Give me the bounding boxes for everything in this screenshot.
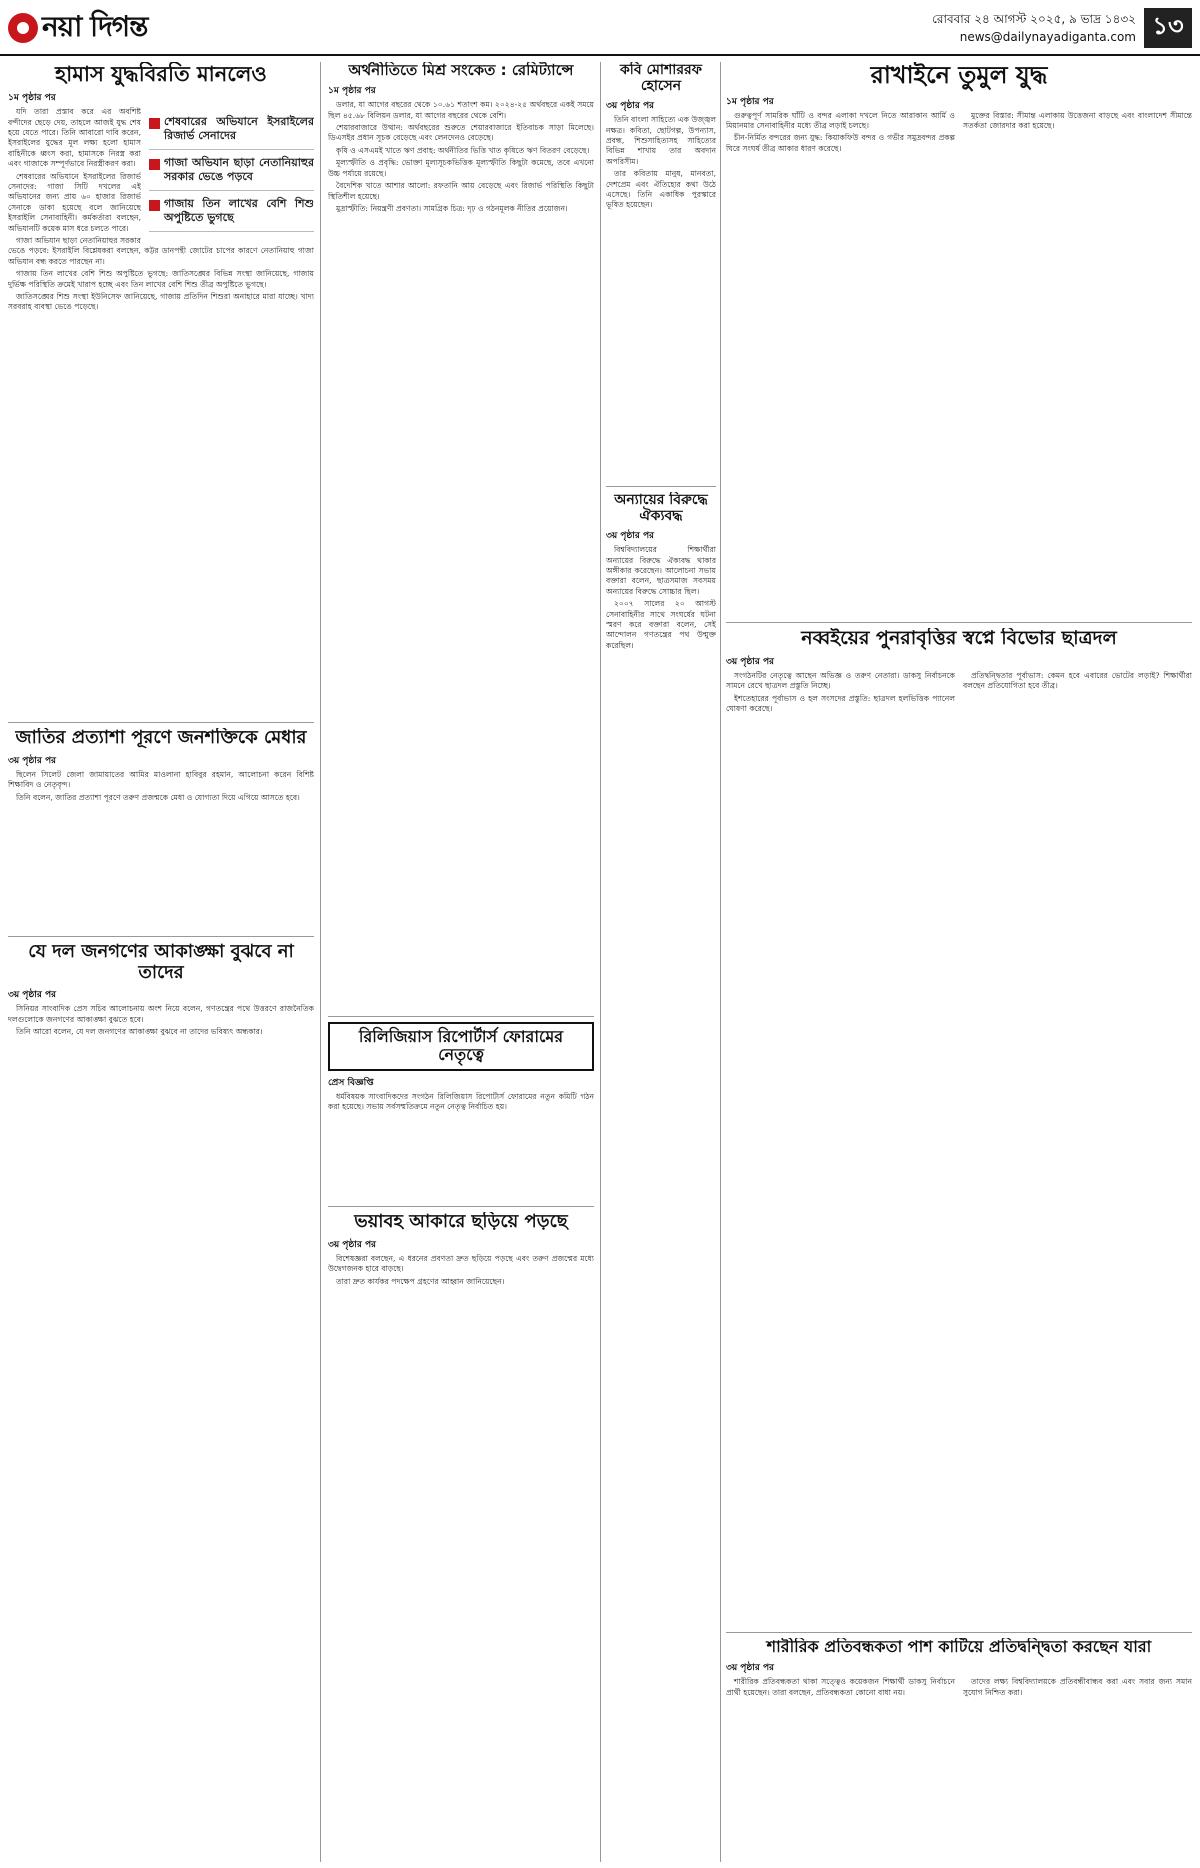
headline: শারীরিক প্রতিবন্ধকতা পাশ কাটিয়ে প্রতিদ্বন্দ্বিতা করছেন যারা xyxy=(766,1638,1152,1656)
column-rule xyxy=(720,62,721,1862)
kicker: ৩য় পৃষ্ঠার পর xyxy=(606,101,655,112)
column-rule xyxy=(320,62,321,1862)
story-hamas xyxy=(8,62,314,718)
website: news@dailynayadiganta.com xyxy=(959,30,1136,44)
story-body: বিশেষজ্ঞরা বলছেন, এ ধরনের প্রবণতা দ্রুত ছড়িয়ে পড়ছে এবং তরুণ প্রজন্মের মধ্যে উদ্বেগজনক হারে বাড়ছে। তারা দ্রুত কার্যকর পদক্ষেপ গ্রহণের আহ্বান জানিয়েছেন। xyxy=(328,1253,594,1286)
column-rule xyxy=(600,62,601,1862)
square-bullet-icon xyxy=(149,200,160,211)
section-rule xyxy=(606,486,716,487)
story-religious-reporters xyxy=(328,1022,594,1202)
headline: অন্যায়ের বিরুদ্ধে ঐক্যবদ্ধ xyxy=(614,492,708,525)
story-body: বিশ্ববিদ্যালয়ের শিক্ষার্থীরা অন্যায়ের বিরুদ্ধে ঐক্যবদ্ধ থাকার অঙ্গীকার করেছেন। আলোচনা সভায় বক্তারা বলেন, ছাত্রসমাজ সবসময় অন্যায়ের বিরুদ্ধে সোচ্চার ছিল। ২০০৭ সালের ২০ আগস্ট সেনাবাহিনীর সাথে সংঘর্ষের ঘটনা স্মরণ করে বক্তারা বলেন, সেই আন্দোলন গণতন্ত্রের পথ উন্মুক্ত করেছিল। xyxy=(606,545,716,650)
kicker: ৩য় পৃষ্ঠার পর xyxy=(8,755,57,766)
story-injustice xyxy=(606,492,716,1860)
section-rule xyxy=(328,1016,594,1017)
kicker: ৩য় পৃষ্ঠার পর xyxy=(606,531,655,542)
headline: জাতির প্রত্যাশা পূরণে জনশক্তিকে মেধার xyxy=(15,728,307,748)
kicker: ১ম পৃষ্ঠার পর xyxy=(726,96,774,107)
square-bullet-icon xyxy=(149,159,160,170)
headline: ভয়াবহ আকারে ছড়িয়ে পড়ছে xyxy=(354,1212,568,1232)
story-body: ধর্মবিষয়ক সাংবাদিকদের সংগঠন রিলিজিয়াস রিপোর্টার্স ফোরামের নতুন কমিটি গঠন করা হয়েছে। সভায় সর্বসম্মতিক্রমে নতুন নেতৃত্ব নির্বাচিত হয়। xyxy=(328,1091,594,1112)
story-body: শেষবারের অভিযানে ইসরাইলের রিজার্ভ সেনাদের গাজা অভিযান ছাড়া নেতানিয়াহুর সরকার ভেঙে পড়বে গাজায় তিন লাখের বেশি শিশু অপুষ্টিতে ভুগছে যদি তারা প্রস্তাব করে এর অবশিষ্ট বন্দীদের ছেড়ে দেয়, তাহলে আজই যুদ্ধ শেষ হয়ে যেতে পারে। তিনি আবারো দাবি করেন, ইসরাইলের যুদ্ধের মূল লক্ষ্য হলো হামাস বাহিনীকে ধ্বংস করা, হামাসকে নিরস্ত্র করা এবং গাজাকে সম্পূর্ণভাবে নিরস্ত্রীকরণ করা। শেষবারের অভিযানে ইসরাইলের রিজার্ভ সেনাদের: গাজা সিটি দখলের এই অভিযানের জন্য প্রায় ৬০ হাজার রিজার্ভ সেনাকে ডাকা হয়েছে বলে জানিয়েছে ইসরাইলি সেনাবাহিনী। কর্মকর্তারা বলছেন, অভিযানটি কয়েক মাস ধরে চলতে পারে। গাজা অভিযান ছাড়া নেতানিয়াহুর সরকার ভেঙে পড়বে: ইসরাইলি বিশ্লেষকরা বলছেন, কট্টর ডানপন্থী জোটের চাপের কারণে নেতানিয়াহু গাজা অভিযান বন্ধ করতে পারছেন না। গাজায় তিন লাখের বেশি শিশু অপুষ্টিতে ভুগছে: জাতিসঙ্ঘের বিভিন্ন সংস্থা জানিয়েছে, গাজায় দুর্ভিক্ষ পরিস্থিতি ক্রমেই খারাপ হচ্ছে এবং তিন লাখের বেশি শিশু তীব্র অপুষ্টিতে ভুগছে। জাতিসঙ্ঘের শিশু সংস্থা ইউনিসেফ জানিয়েছে, গাজায় প্রতিদিন শিশুরা অনাহারে মারা যাচ্ছে। খাদ্য সরবরাহ ব্যবস্থা ভেঙে পড়েছে। xyxy=(8,107,314,312)
masthead xyxy=(0,0,1200,56)
logo-text: নয়া দিগন্ত xyxy=(42,9,148,43)
headline: অর্থনীতিতে মিশ্র সংকেত : রেমিট্যান্সে xyxy=(348,62,574,79)
kicker: ১ম পৃষ্ঠার পর xyxy=(328,86,376,97)
story-body: সিনিয়র সাংবাদিক প্রেস সচিব আলোচনায় অংশ নিয়ে বলেন, গণতন্ত্রের পথে উত্তরণে রাজনৈতিক দলগুলোকে জনগণের আকাঙ্ক্ষা বুঝতে হবে। তিনি আরো বলেন, যে দল জনগণের আকাঙ্ক্ষা বুঝবে না তাদের ভবিষ্যৎ অন্ধকার। xyxy=(8,1004,314,1037)
date-line: রোববার ২৪ আগস্ট ২০২৫, ৯ ভাদ্র ১৪৩২ xyxy=(932,12,1136,26)
kicker: ৩য় পৃষ্ঠার পর xyxy=(726,1663,775,1674)
headline: কবি মোশাররফ হোসেন xyxy=(620,62,702,95)
date-block xyxy=(932,10,1136,46)
story-chhatra-dal xyxy=(726,628,1192,1628)
section-rule xyxy=(726,1632,1192,1633)
section-rule xyxy=(8,936,314,937)
logo-mark-icon xyxy=(8,13,38,43)
story-economy xyxy=(328,62,594,1012)
headline: রাখাইনে তুমুল যুদ্ধ xyxy=(870,62,1048,89)
kicker: ১ম পৃষ্ঠার পর xyxy=(8,93,56,104)
highlight-item: গাজা অভিযান ছাড়া নেতানিয়াহুর সরকার ভেঙে পড়বে xyxy=(149,150,314,191)
headline: হামাস যুদ্ধবিরতি মানলেও xyxy=(55,62,267,86)
story-disability xyxy=(726,1638,1192,1860)
kicker: ৩য় পৃষ্ঠার পর xyxy=(328,1239,377,1250)
page-number: ১৩ xyxy=(1144,8,1192,48)
headline: নব্বইয়ের পুনরাবৃত্তির স্বপ্নে বিভোর ছাত্রদল xyxy=(801,628,1117,649)
headline: যে দল জনগণের আকাঙ্ক্ষা বুঝবে না তাদের xyxy=(28,942,294,983)
story-nation-expectations xyxy=(8,728,314,932)
section-rule xyxy=(726,622,1192,623)
section-rule xyxy=(8,722,314,723)
story-body: সংগঠনটির নেতৃত্বে আছেন অভিজ্ঞ ও তরুণ নেতারা। ডাকসু নির্বাচনকে সামনে রেখে ছাত্রদল প্রস্তুতি নিচ্ছে। ইশতেহারের পূর্বাভাস ও হল সংসদের প্রস্তুতি: ছাত্রদল হলভিত্তিক প্যানেল ঘোষণা করেছে। প্রতিদ্বন্দ্বিতার পূর্বাভাস: কেমন হবে এবারের ভোটের লড়াই? শিক্ষার্থীরা বলছেন প্রতিযোগিতা হবে তীব্র। xyxy=(726,670,1192,714)
kicker: প্রেস বিজ্ঞপ্তি xyxy=(328,1077,374,1088)
story-poet xyxy=(606,62,716,482)
newspaper-logo xyxy=(8,6,147,50)
highlights xyxy=(149,109,314,232)
story-body: ডলার, যা আগের বছরের থেকে ১০.৬১ শতাংশ কম। ২০২৪-২৫ অর্থবছরে একই সময়ে ছিল ৪৫.৬৮ বিলিয়ন ডলার, যা আগের বছরের থেকে বেশি। শেয়ারবাজারে উত্থান: অর্থবছরের শুরুতে শেয়ারবাজারে ইতিবাচক সাড়া মিলেছে। ডিএসইর প্রধান সূচক বেড়েছে এবং লেনদেনও বেড়েছে। কৃষি ও এসএমই খাতে ঋণ প্রবাহ: অর্থনীতির ভিত্তি খাত কৃষিতে ঋণ বিতরণ বেড়েছে। মূল্যস্ফীতি ও প্রবৃদ্ধি: ভোক্তা মূল্যসূচকভিত্তিক মূল্যস্ফীতি কিছুটা কমেছে, তবে এখনো উচ্চ পর্যায়ে রয়েছে। বৈদেশিক খাতে আশার আলো: রফতানি আয় বেড়েছে এবং রিজার্ভ পরিস্থিতি কিছুটা স্থিতিশীল হয়েছে। মুদ্রাস্ফীতি: নিয়ন্ত্রণী প্রবণতা। সামগ্রিক চিত্র: দৃঢ় ও গঠনমূলক নীতির প্রয়োজন। xyxy=(328,100,594,213)
story-body: শারীরিক প্রতিবন্ধকতা থাকা সত্ত্বেও কয়েকজন শিক্ষার্থী ডাকসু নির্বাচনে প্রার্থী হয়েছেন। তারা বলছেন, প্রতিবন্ধকতা কোনো বাধা নয়। তাদের লক্ষ্য বিশ্ববিদ্যালয়কে প্রতিবন্ধীবান্ধব করা এবং সবার জন্য সমান সুযোগ নিশ্চিত করা। xyxy=(726,1677,1192,1697)
square-bullet-icon xyxy=(149,118,160,129)
story-spreading xyxy=(328,1212,594,1860)
kicker: ৩য় পৃষ্ঠার পর xyxy=(726,656,775,667)
story-body: তিনি বাংলা সাহিত্যে এক উজ্জ্বল নক্ষত্র। কবিতা, ছোটগল্প, উপন্যাস, প্রবন্ধ, শিশুসাহিত্যসহ সাহিত্যের বিভিন্ন শাখায় তার অবদান অপরিসীম। তার কবিতায় মানুষ, মানবতা, দেশপ্রেম এবং ঐতিহ্যের কথা উঠে এসেছে। তিনি একাধিক পুরস্কারে ভূষিত হয়েছেন। xyxy=(606,115,716,210)
story-rakhine xyxy=(726,62,1192,618)
headline: রিলিজিয়াস রিপোর্টার্স ফোরামের নেতৃত্বে xyxy=(328,1022,594,1071)
highlight-item: শেষবারের অভিযানে ইসরাইলের রিজার্ভ সেনাদের xyxy=(149,109,314,150)
highlight-item: গাজায় তিন লাখের বেশি শিশু অপুষ্টিতে ভুগছে xyxy=(149,191,314,232)
story-body: গুরুত্বপূর্ণ সামরিক ঘাঁটি ও বন্দর এলাকা দখলে নিতে আরাকান আর্মি ও মিয়ানমার সেনাবাহিনীর মধ্যে তীব্র লড়াই চলছে। চীন-নির্মিত বন্দরের জন্য যুদ্ধ: কিয়াকফিউ বন্দর ও গভীর সমুদ্রবন্দর প্রকল্প ঘিরে সংঘর্ষ তীব্র আকার ধারণ করেছে। মুক্তের বিস্তার: সীমান্ত এলাকায় উত্তেজনা বাড়ছে এবং বাংলাদেশ সীমান্তে সতর্কতা জোরদার করা হয়েছে। xyxy=(726,110,1192,153)
section-rule xyxy=(328,1206,594,1207)
story-body: ছিলেন সিলেট জেলা জামায়াতের আমির মাওলানা হাবিবুর রহমান, আলোচনা করেন বিশিষ্ট শিক্ষাবিদ ও নেতৃবৃন্দ। তিনি বলেন, জাতির প্রত্যাশা পূরণে তরুণ প্রজন্মকে মেধা ও যোগ্যতা দিয়ে এগিয়ে আসতে হবে। xyxy=(8,769,314,802)
story-aspirations xyxy=(8,942,314,1860)
kicker: ৩য় পৃষ্ঠার পর xyxy=(8,990,57,1001)
